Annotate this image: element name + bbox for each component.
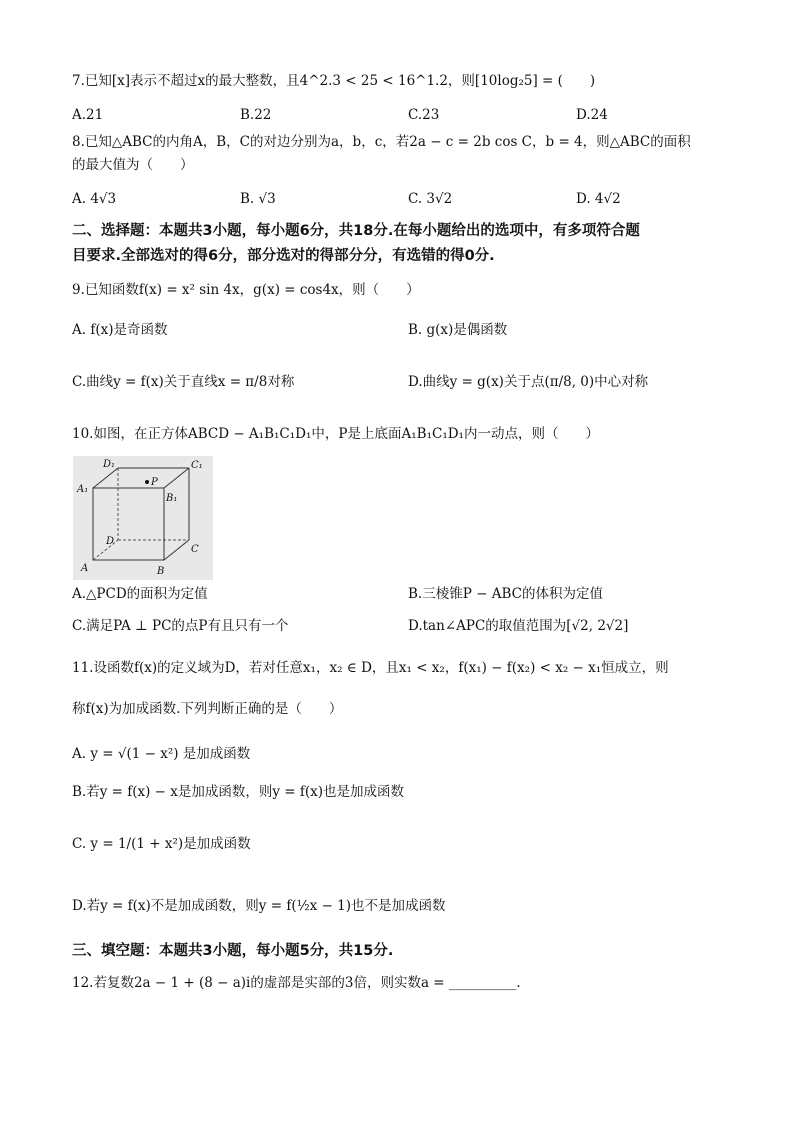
q9-option-c: C.曲线y = f(x)关于直线x = π/8对称 bbox=[72, 374, 295, 390]
q9-stem: 9.已知函数f(x) = x² sin 4x，g(x) = cos4x，则（ ） bbox=[72, 282, 420, 298]
q7-option-d: D.24 bbox=[576, 107, 608, 123]
cube-diagram bbox=[73, 456, 213, 580]
q10-option-a: A.△PCD的面积为定值 bbox=[72, 586, 208, 602]
label-d: D bbox=[106, 536, 115, 547]
section-multi-choice-line1: 二、选择题：本题共3小题，每小题6分，共18分.在每小题给出的选项中，有多项符合题 bbox=[72, 223, 640, 239]
q9-option-d: D.曲线y = g(x)关于点(π/8, 0)中心对称 bbox=[408, 374, 649, 390]
q11-stem-line2: 称f(x)为加成函数.下列判断正确的是（ ） bbox=[72, 701, 343, 717]
label-a1: A₁ bbox=[77, 484, 89, 495]
q10-option-c: C.满足PA ⊥ PC的点P有且只有一个 bbox=[72, 618, 289, 634]
point-p-marker bbox=[145, 480, 149, 484]
q11-stem-line1: 11.设函数f(x)的定义域为D，若对任意x₁，x₂ ∈ D，且x₁ < x₂，f(x₁) − f(x₂) < x₂ − x₁恒成立，则 bbox=[72, 660, 669, 676]
q7-option-b: B.22 bbox=[240, 107, 272, 123]
q11-option-d: D.若y = f(x)不是加成函数，则y = f(½x − 1)也不是加成函数 bbox=[72, 898, 446, 914]
q10-option-d: D.tan∠APC的取值范围为[√2, 2√2] bbox=[408, 618, 629, 634]
cube-figure bbox=[73, 456, 213, 580]
q10-stem: 10.如图，在正方体ABCD − A₁B₁C₁D₁中，P是上底面A₁B₁C₁D₁内一动点，则（ ） bbox=[72, 426, 599, 442]
label-a: A bbox=[81, 563, 89, 574]
label-b: B bbox=[157, 566, 165, 577]
q11-option-c: C. y = 1/(1 + x²)是加成函数 bbox=[72, 836, 251, 852]
q9-option-a: A. f(x)是奇函数 bbox=[72, 322, 168, 338]
section-multi-choice-line2: 目要求.全部选对的得6分，部分选对的得部分分，有选错的得0分. bbox=[72, 248, 495, 264]
q8-option-b: B. √3 bbox=[240, 191, 276, 207]
label-p: P bbox=[151, 477, 158, 488]
q8-option-a: A. 4√3 bbox=[72, 191, 117, 207]
q8-stem-line1: 8.已知△ABC的内角A，B，C的对边分别为a，b，c，若2a − c = 2b cos C，b = 4，则△ABC的面积 bbox=[72, 134, 691, 150]
q12-stem: 12.若复数2a − 1 + (8 − a)i的虚部是实部的3倍，则实数a = __________. bbox=[72, 975, 521, 991]
label-c: C bbox=[191, 544, 199, 555]
q8-option-c: C. 3√2 bbox=[408, 191, 453, 207]
label-b1: B₁ bbox=[166, 493, 178, 504]
q7-option-a: A.21 bbox=[72, 107, 104, 123]
q11-option-b: B.若y = f(x) − x是加成函数，则y = f(x)也是加成函数 bbox=[72, 784, 405, 800]
section-fill-blank: 三、填空题：本题共3小题，每小题5分，共15分. bbox=[72, 943, 394, 959]
q7-stem: 7.已知[x]表示不超过x的最大整数，且4^2.3 < 25 < 16^1.2，则[10log₂5] = ( ) bbox=[72, 73, 596, 89]
q8-option-d: D. 4√2 bbox=[576, 191, 621, 207]
q10-option-b: B.三棱锥P − ABC的体积为定值 bbox=[408, 586, 603, 602]
q11-option-a: A. y = √(1 − x²) 是加成函数 bbox=[72, 746, 251, 762]
q9-option-b: B. g(x)是偶函数 bbox=[408, 322, 508, 338]
q8-stem-line2: 的最大值为（ ） bbox=[72, 157, 194, 173]
label-c1: C₁ bbox=[191, 460, 203, 471]
label-d1: D₁ bbox=[103, 459, 116, 470]
q7-option-c: C.23 bbox=[408, 107, 440, 123]
